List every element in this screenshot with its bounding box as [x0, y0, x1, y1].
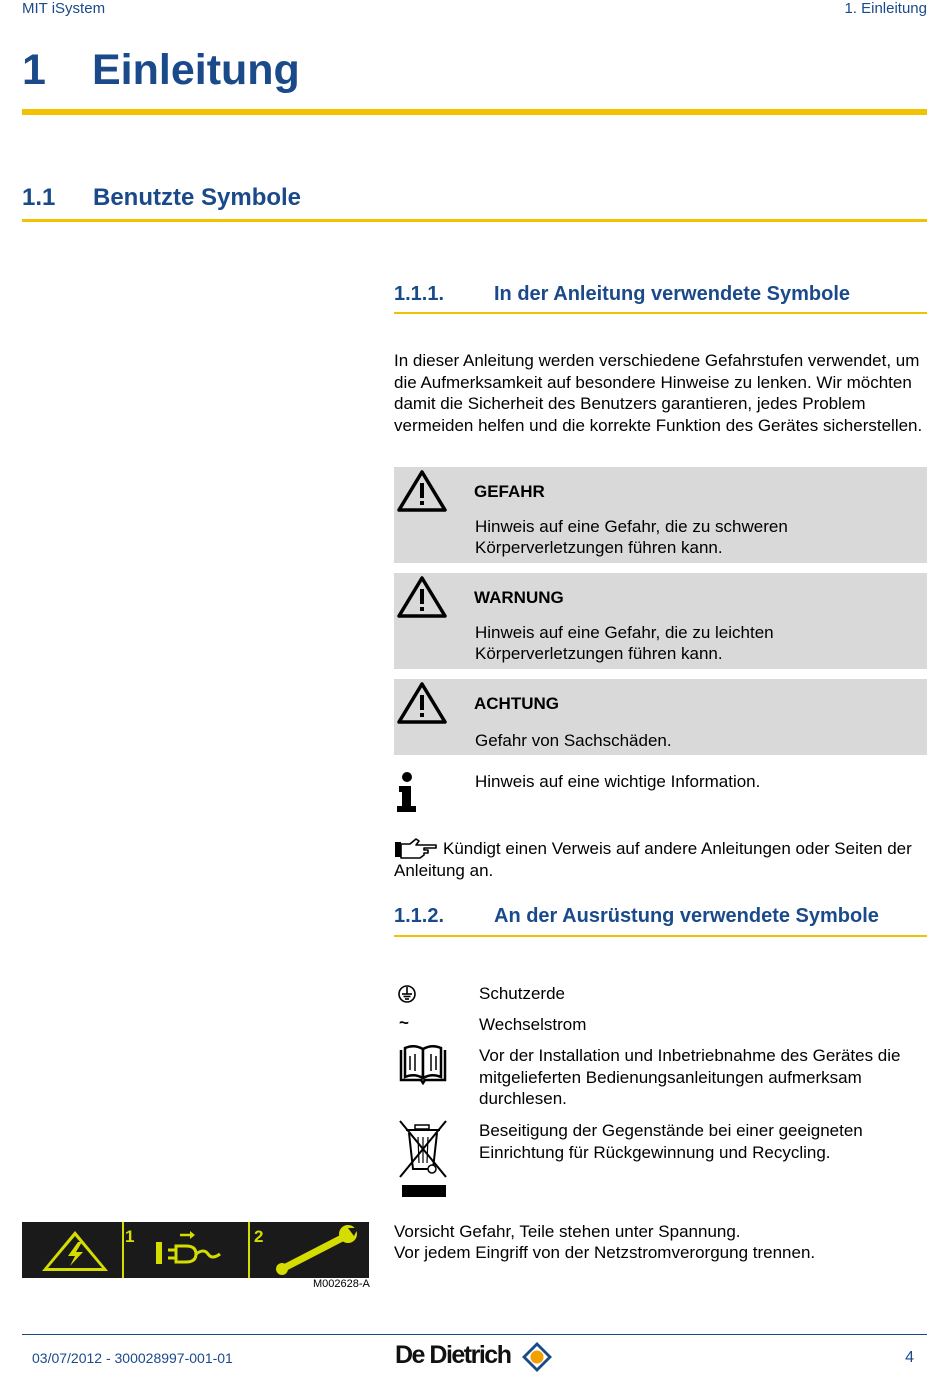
subsection1-number: 1.1.1.	[394, 283, 445, 305]
step-1-number: 1	[125, 1227, 135, 1246]
subsection2-title-text: An der Ausrüstung verwendete Symbole	[494, 905, 879, 927]
subsection1-title-text: In der Anleitung verwendete Symbole	[494, 283, 850, 305]
plug-disconnect-icon	[154, 1228, 234, 1274]
header-right: 1. Einleitung	[844, 0, 927, 17]
warning-triangle-icon	[396, 575, 448, 619]
subsection2-number: 1.1.2.	[394, 905, 445, 927]
voltage-warning-label	[22, 1222, 369, 1278]
symbol-text-manual: Vor der Installation und Inbetriebnahme des Gerätes die mitgelieferten Bedienungsanleitungen aufmerksam durchlesen.	[479, 1046, 901, 1108]
section-number: 1.1	[22, 184, 56, 211]
warning-desc-line2: Körperverletzungen führen kann.	[475, 644, 723, 663]
voltage-divider-1	[122, 1222, 124, 1278]
danger-title: GEFAHR	[474, 482, 545, 501]
protective-earth-icon	[397, 984, 417, 1004]
warning-triangle-icon	[396, 681, 448, 725]
high-voltage-icon	[40, 1229, 110, 1273]
symbol-text-recycling: Beseitigung der Gegenstände bei einer geeigneten Einrichtung für Rückgewinnung und Recycling.	[479, 1121, 863, 1162]
subsection2-rule	[394, 935, 927, 937]
chapter-rule	[22, 109, 927, 115]
warning-desc-line1: Hinweis auf eine Gefahr, die zu leichten	[475, 623, 774, 642]
brand-logo	[395, 1340, 510, 1374]
reference-text-content: Kündigt einen Verweis auf andere Anleitungen oder Seiten der Anleitung an.	[394, 839, 912, 880]
header-left: MIT iSystem	[22, 0, 106, 17]
reference-text	[394, 838, 934, 881]
crossed-bin-icon	[398, 1119, 448, 1199]
subsection1-title	[394, 283, 850, 306]
brand-diamond-icon	[521, 1341, 553, 1373]
chapter-title	[22, 46, 300, 95]
label-code: M002628-A	[313, 1278, 370, 1290]
wrench-icon	[272, 1224, 362, 1276]
chapter-title-text: Einleitung	[92, 46, 300, 94]
symbol-text-ac: Wechselstrom	[479, 1015, 587, 1034]
information-icon	[395, 772, 419, 814]
footer-date-docnumber: 03/07/2012 - 300028997-001-01	[32, 1350, 233, 1366]
page-number: 4	[905, 1349, 914, 1366]
voltage-text-line2: Vor jedem Eingriff von der Netzstromverorgung trennen.	[394, 1243, 816, 1262]
caution-desc: Gefahr von Sachschäden.	[475, 731, 672, 750]
chapter-number: 1	[22, 46, 46, 94]
section-title-text: Benutzte Symbole	[93, 184, 302, 211]
danger-box	[394, 467, 927, 563]
danger-desc-line2: Körperverletzungen führen kann.	[475, 538, 723, 557]
voltage-text-line1: Vorsicht Gefahr, Teile stehen unter Spannung.	[394, 1222, 741, 1241]
intro-paragraph: In dieser Anleitung werden verschiedene Gefahrstufen verwendet, um die Aufmerksamkeit auf besondere Hinweise zu lenken. Wir möchten damit die Sicherheit des Benutzers garantieren, jedes Problem vermeiden helfen und die korrekte Funktion des Gerätes sicherstellen.	[394, 351, 923, 435]
section-title	[22, 184, 301, 212]
footer-rule	[22, 1334, 927, 1335]
warning-title: WARNUNG	[474, 588, 564, 607]
danger-desc-line1: Hinweis auf eine Gefahr, die zu schweren	[475, 517, 788, 536]
subsection1-rule	[394, 312, 927, 314]
subsection2-title	[394, 905, 879, 928]
alternating-current-icon: ~	[399, 1013, 409, 1032]
warning-triangle-icon	[396, 469, 448, 513]
brand-name: De Dietrich	[395, 1341, 511, 1369]
manual-book-icon	[397, 1044, 449, 1086]
step-2-number: 2	[254, 1227, 264, 1246]
section-rule	[22, 219, 927, 222]
caution-box	[394, 679, 927, 755]
warning-box	[394, 573, 927, 669]
info-text: Hinweis auf eine wichtige Information.	[475, 772, 761, 791]
voltage-divider-2	[248, 1222, 250, 1278]
caution-title: ACHTUNG	[474, 694, 559, 713]
symbol-text-earth: Schutzerde	[479, 984, 565, 1003]
